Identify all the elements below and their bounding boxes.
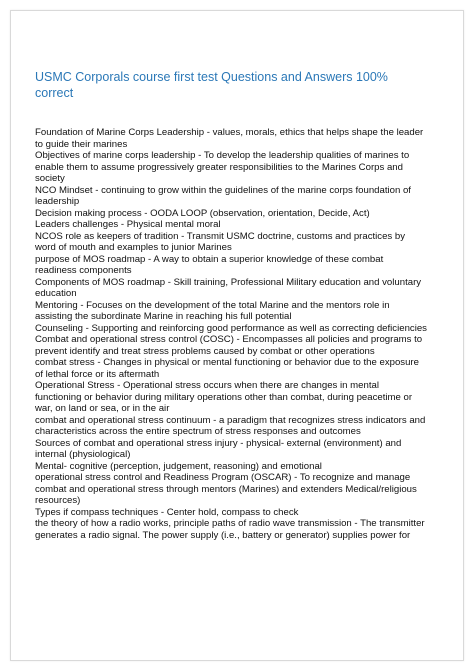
document-body <box>35 127 427 541</box>
qa-entry: NCOS role as keepers of tradition - Transmit USMC doctrine, customs and practices by word of mouth and examples to junior Marines <box>35 230 406 253</box>
qa-entry: the theory of how a radio works, principle paths of radio wave transmission - The transmitter generates a radio signal. The power supply (i.e., battery or generator) supplies power for <box>35 518 425 541</box>
qa-entry: Sources of combat and operational stress injury - physical- external (environment) and internal (physiological) <box>35 437 402 460</box>
document-title: USMC Corporals course first test Questions and Answers 100% correct <box>35 70 388 100</box>
qa-entry: purpose of MOS roadmap - A way to obtain a superior knowledge of these combat readiness components <box>35 253 384 276</box>
document-page <box>10 10 464 661</box>
qa-entry: combat stress - Changes in physical or mental functioning or behavior due to the exposure of lethal force or its aftermath <box>35 357 419 380</box>
qa-entry: Mentoring - Focuses on the development of the total Marine and the mentors role in assisting the subordinate Marine in reaching his full potential <box>35 299 390 322</box>
qa-entry: operational stress control and Readiness Program (OSCAR) - To recognize and manage combat and operational stress through mentors (Marines) and extenders Medical/religious resources) <box>35 472 417 506</box>
qa-entry: Counseling - Supporting and reinforcing good performance as well as correcting deficiencies <box>35 322 427 334</box>
qa-entry: Leaders challenges - Physical mental moral <box>35 219 221 230</box>
qa-entry: Objectives of marine corps leadership - To develop the leadership qualities of marines to enable them to assume progressively greater responsibilities to the Marines Corps and society <box>35 150 410 184</box>
qa-entry: Foundation of Marine Corps Leadership - values, morals, ethics that helps shape the leader to guide their marines <box>35 127 424 150</box>
qa-entry: Operational Stress - Operational stress occurs when there are changes in mental functioning or behavior during military operations other than combat, during peacetime or war, on land or sea, or in the air <box>35 380 413 414</box>
qa-entry: NCO Mindset - continuing to grow within the guidelines of the marine corps foundation of leadership <box>35 184 411 207</box>
qa-entry: Mental- cognitive (perception, judgement, reasoning) and emotional <box>35 460 322 472</box>
qa-entry: Decision making process - OODA LOOP (observation, orientation, Decide, Act) <box>35 207 370 219</box>
qa-entry: combat and operational stress continuum - a paradigm that recognizes stress indicators and characteristics across the entire spectrum of stress responses and outcomes <box>35 414 426 437</box>
qa-entry: Types if compass techniques - Center hold, compass to check <box>35 506 299 518</box>
qa-entry: Combat and operational stress control (COSC) - Encompasses all policies and programs to prevent identify and treat stress problems caused by combat or other operations <box>35 334 423 357</box>
qa-entry: Components of MOS roadmap - Skill training, Professional Military education and voluntary education <box>35 276 422 299</box>
